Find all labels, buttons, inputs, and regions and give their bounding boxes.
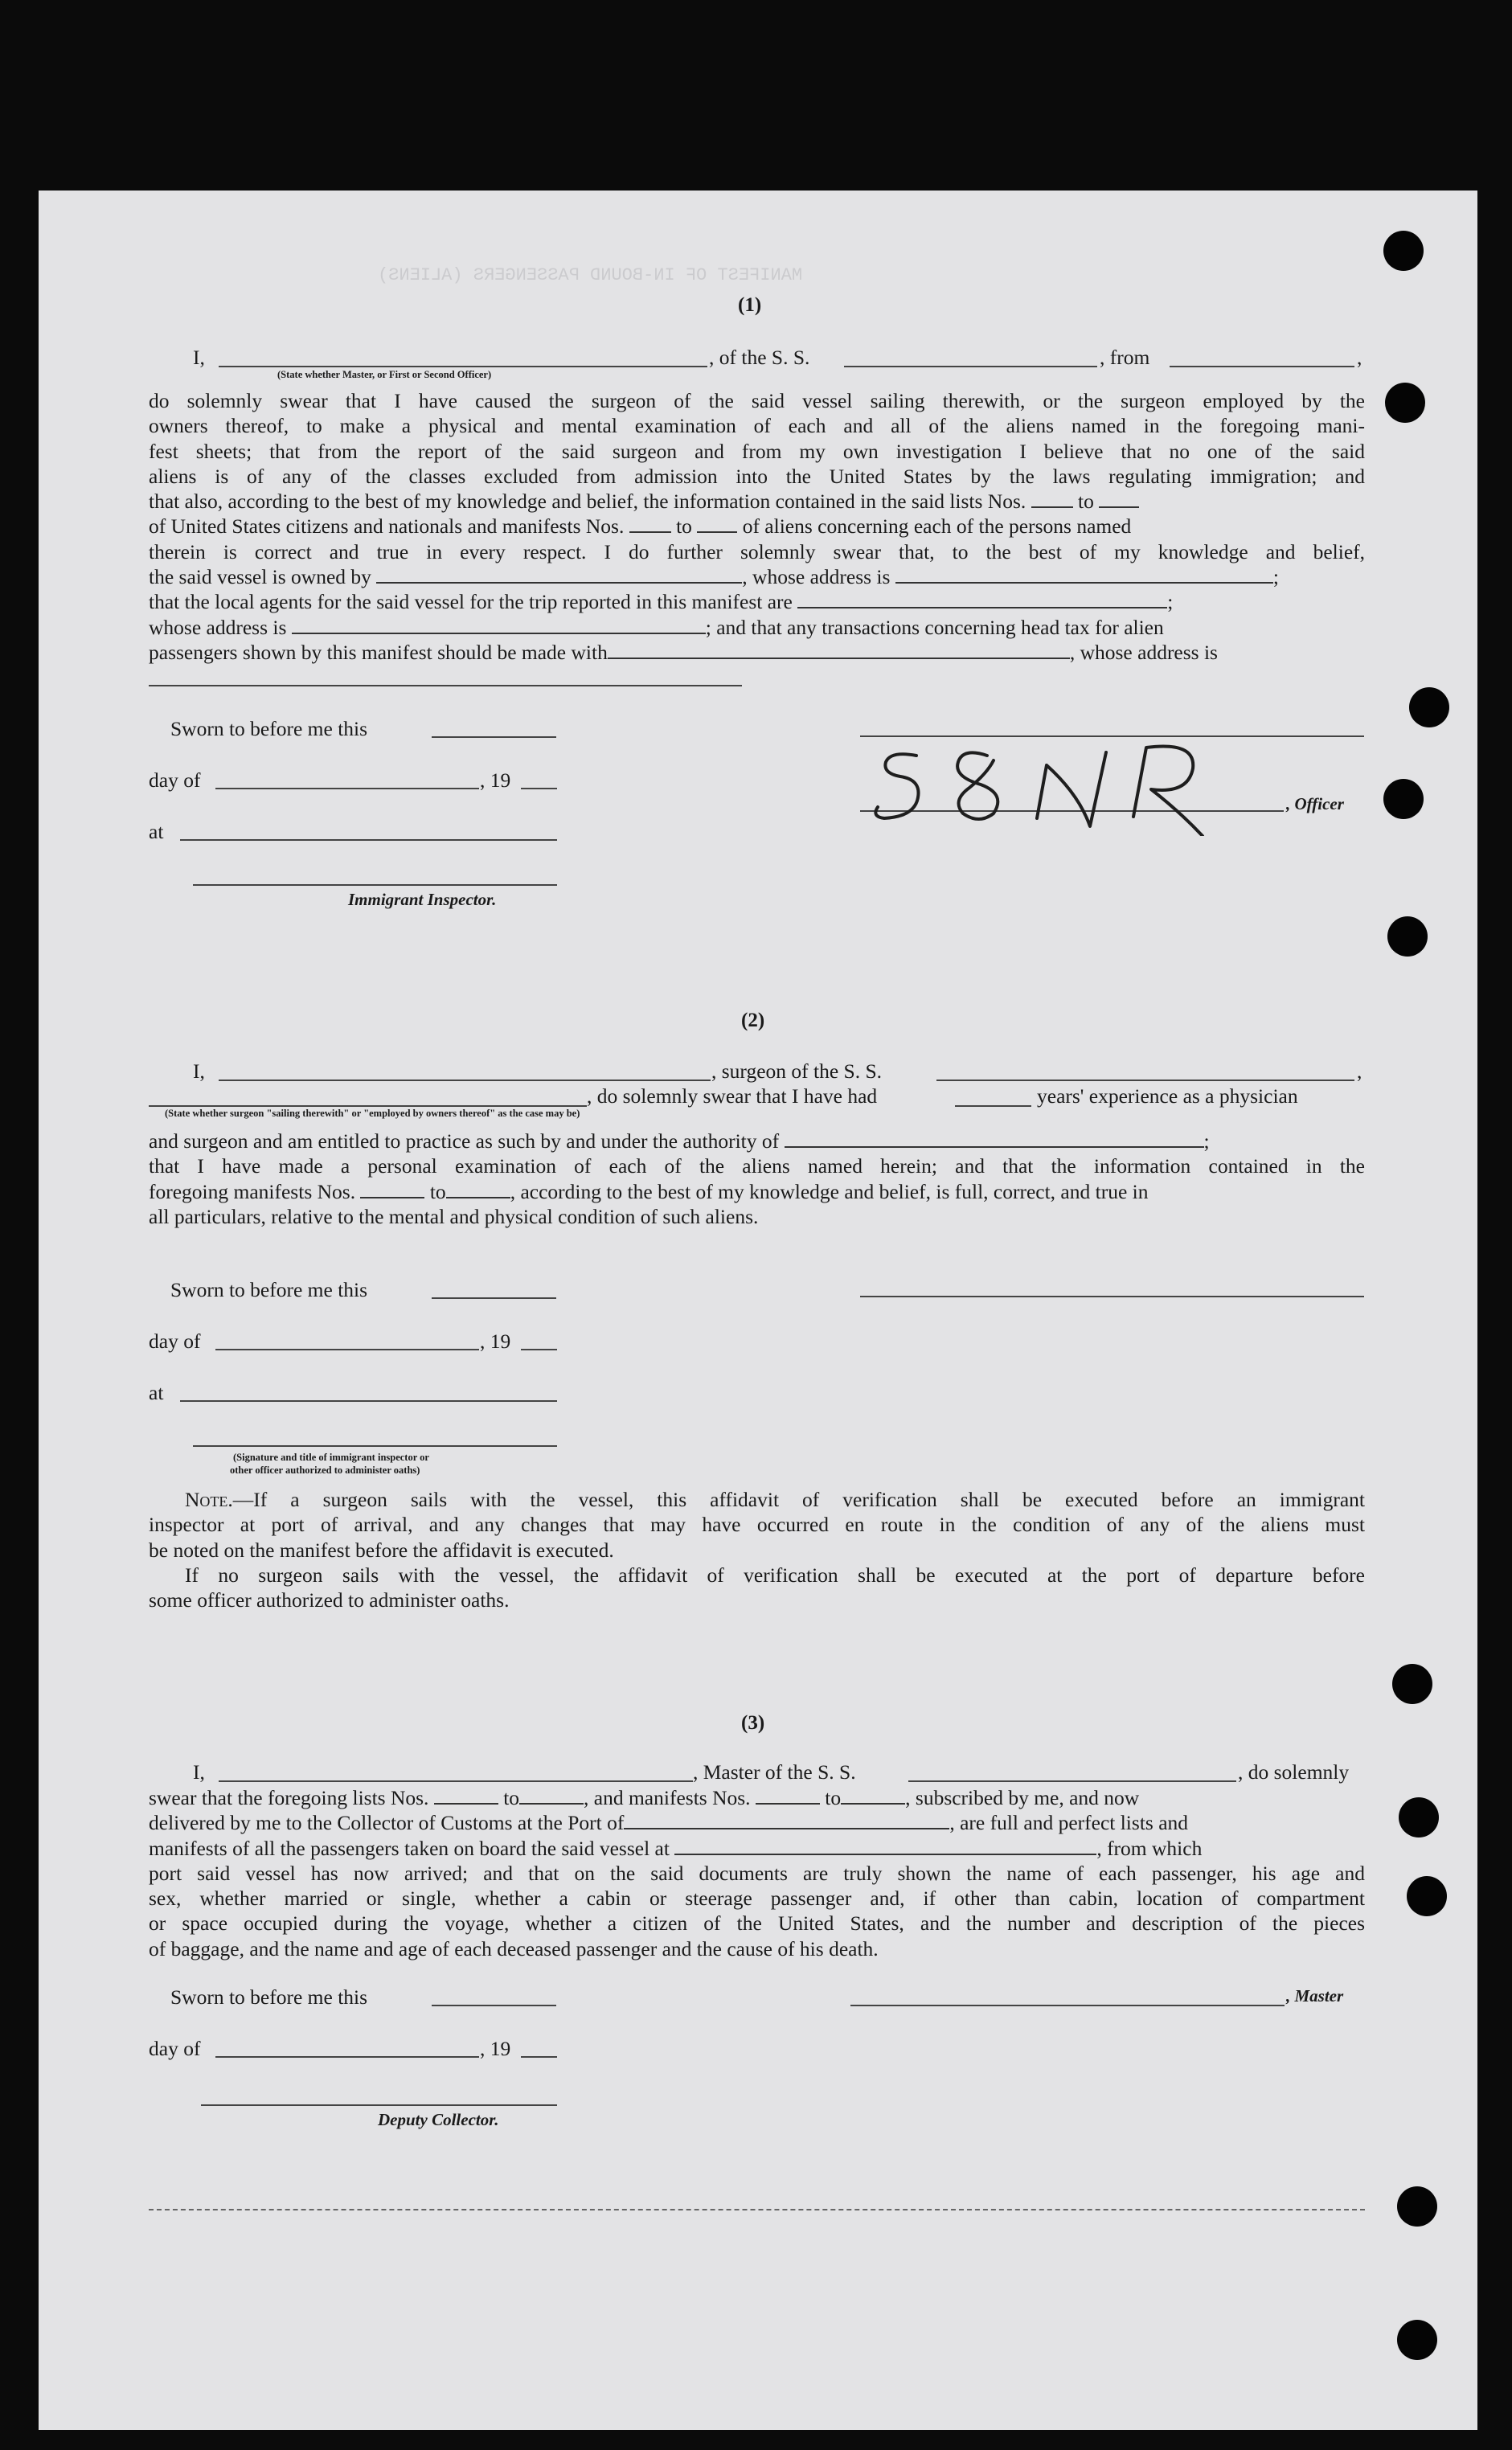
- s3-master-name-line: [219, 1780, 693, 1782]
- s3-master-caption: , Master: [1286, 1986, 1344, 2005]
- s2-surgeon-status-line: [149, 1105, 587, 1107]
- s1-at-line: [180, 839, 557, 841]
- s1-affidavit-text: [149, 388, 1365, 665]
- s1-address-continuation-line: [149, 685, 742, 686]
- s1-officer-title-line: [219, 366, 707, 367]
- s2-at-line: [180, 1400, 557, 1402]
- s2-years-label: , do solemnly swear that I have had: [587, 1084, 878, 1108]
- s3-master-signature-line: [850, 2005, 1285, 2006]
- s2-note-text: [149, 1487, 1365, 1612]
- punch-hole: [1397, 2186, 1437, 2227]
- s1-year-label: , 19: [480, 768, 511, 792]
- punch-hole: [1399, 1797, 1439, 1838]
- s1-i-label: I,: [193, 346, 205, 369]
- section-2-number: (2): [741, 1010, 765, 1031]
- s3-line-vessel: manifests of all the passengers taken on board the said vessel at , from which: [149, 1836, 1203, 1860]
- s1-officer-caption: , Officer: [1286, 794, 1344, 813]
- s3-line-port: delivered by me to the Collector of Customs at the Port of , are full and perfect lists and: [149, 1811, 1189, 1835]
- s1-at-label: at: [149, 820, 164, 843]
- s3-i-label: I,: [193, 1760, 205, 1784]
- s1-line: therein is correct and true in every respect. I do further solemnly swear that, to the best of my knowledge and belief,: [149, 539, 1365, 563]
- s2-note-line: Note.—If a surgeon sails with the vessel, this affidavit of verification shall be executed before an immigrant: [185, 1488, 1365, 1511]
- punch-hole: [1407, 1876, 1447, 1916]
- s3-line-lists: swear that the foregoing lists Nos. to , and manifests Nos. to , subscribed by me, and now: [149, 1786, 1140, 1809]
- s3-line: port said vessel has now arrived; and that on the said documents are truly shown the name of each passenger, his age and: [149, 1861, 1365, 1885]
- s3-day-line: [215, 2056, 479, 2058]
- s3-affidavit-text: [149, 1785, 1365, 1961]
- punch-hole: [1385, 383, 1425, 423]
- footer-dashed-rule: [149, 2209, 1365, 2210]
- section-1-number: (1): [738, 294, 762, 316]
- s2-sworn-label: Sworn to before me this: [170, 1278, 368, 1301]
- s3-collector-signature-line: [201, 2104, 557, 2106]
- s2-line: that I have made a personal examination of each of the aliens named herein; and that the information contained in the: [149, 1154, 1365, 1178]
- s2-signature-hint-1: (Signature and title of immigrant inspector or: [233, 1452, 429, 1463]
- s1-line: do solemnly swear that I have caused the surgeon of the said vessel sailing therewith, or the surgeon employed by the: [149, 389, 1365, 412]
- s2-affidavit-text: [149, 1129, 1365, 1229]
- s1-title-hint: (State whether Master, or First or Second Officer): [277, 369, 492, 380]
- s3-ship-line: [908, 1780, 1236, 1782]
- s1-year-line: [521, 788, 557, 789]
- s2-line: all particulars, relative to the mental and physical condition of such aliens.: [149, 1204, 759, 1228]
- s2-ship-label: , surgeon of the S. S.: [711, 1059, 883, 1083]
- s1-line-manifests: of United States citizens and nationals and manifests Nos. to of aliens concerning each of the persons named: [149, 514, 1132, 539]
- s1-head-comma: ,: [1357, 346, 1362, 369]
- punch-hole: [1383, 231, 1424, 271]
- punch-hole: [1409, 687, 1449, 727]
- bleed-through-mark: MANIFEST OF IN-BOUND PASSENGERS (ALIENS): [378, 265, 803, 285]
- s2-ship-line: [936, 1080, 1354, 1081]
- s1-line-owner: the said vessel is owned by , whose address is ;: [149, 565, 1279, 589]
- s1-sworn-line: [432, 736, 556, 738]
- s3-line: of baggage, and the name and age of each deceased passenger and the cause of his death.: [149, 1936, 879, 1960]
- s2-i-label: I,: [193, 1059, 205, 1083]
- s3-year-line: [521, 2056, 557, 2058]
- s1-line: fest sheets; that from the report of the said surgeon and from my own investigation I believe that no one of the said: [149, 439, 1365, 463]
- section-3-number: (3): [741, 1712, 765, 1734]
- officer-handwritten-signature: [868, 723, 1238, 836]
- s1-inspector-caption: Immigrant Inspector.: [348, 890, 497, 909]
- s2-year-label: , 19: [480, 1329, 511, 1353]
- s2-note-line: If no surgeon sails with the vessel, the affidavit of verification shall be executed at the port of departure before: [185, 1563, 1365, 1587]
- s3-ship-label: , Master of the S. S.: [693, 1760, 856, 1784]
- s2-note-line: inspector at port of arrival, and any changes that may have occurred en route in the condition of any of the aliens must: [149, 1513, 1365, 1537]
- s1-line: owners thereof, to make a physical and mental examination of each and all of the aliens named in the foregoing mani-: [149, 414, 1365, 438]
- s3-sworn-line: [432, 2005, 556, 2006]
- s1-day-label: day of: [149, 768, 201, 792]
- s2-note-line: some officer authorized to administer oaths.: [149, 1588, 510, 1612]
- s1-line-agents: that the local agents for the said vessel for the trip reported in this manifest are ;: [149, 590, 1174, 614]
- s2-year-line: [521, 1349, 557, 1350]
- s1-from-line: [1170, 366, 1354, 367]
- s1-line: aliens is of any of the classes excluded from admission into the United States by the laws regulating immigration; and: [149, 464, 1365, 488]
- s2-surgeon-signature-line: [860, 1296, 1364, 1297]
- punch-hole: [1397, 2320, 1437, 2360]
- s2-surgeon-hint: (State whether surgeon "sailing therewith" or "employed by owners thereof" as the case may be): [165, 1108, 580, 1119]
- s3-year-label: , 19: [480, 2037, 511, 2060]
- s2-line-manifests: foregoing manifests Nos. to , according to the best of my knowledge and belief, is full, correct, and true in: [149, 1179, 1149, 1203]
- s2-day-label: day of: [149, 1329, 201, 1353]
- s1-inspector-signature-line: [193, 884, 557, 886]
- s1-line-headtax: passengers shown by this manifest should be made with , whose address is: [149, 640, 1218, 664]
- s2-years-line: [955, 1105, 1031, 1107]
- s1-sworn-label: Sworn to before me this: [170, 717, 368, 740]
- s2-note-line: be noted on the manifest before the affidavit is executed.: [149, 1538, 614, 1562]
- s3-solemnly-label: , do solemnly: [1238, 1760, 1350, 1784]
- s3-collector-caption: Deputy Collector.: [378, 2110, 499, 2129]
- s3-sworn-label: Sworn to before me this: [170, 1985, 368, 2009]
- s2-head-comma: ,: [1357, 1059, 1362, 1083]
- s1-ship-label: , of the S. S.: [709, 346, 810, 369]
- s1-ship-line: [844, 366, 1097, 367]
- s3-day-label: day of: [149, 2037, 201, 2060]
- s3-line: sex, whether married or single, whether a cabin or steerage passenger and, if other than cabin, location of compartment: [149, 1887, 1365, 1911]
- s2-sworn-line: [432, 1297, 556, 1299]
- punch-hole: [1383, 779, 1424, 819]
- punch-hole: [1387, 916, 1428, 957]
- s1-from-label: , from: [1100, 346, 1150, 369]
- s2-day-line: [215, 1349, 479, 1350]
- s2-line-authority: and surgeon and am entitled to practice as such by and under the authority of ;: [149, 1129, 1210, 1153]
- s3-line: or space occupied during the voyage, whether a citizen of the United States, and the number and description of the pieces: [149, 1911, 1365, 1936]
- s1-line-address: whose address is ; and that any transactions concerning head tax for alien: [149, 615, 1164, 639]
- s2-signature-hint-2: other officer authorized to administer oaths): [230, 1465, 420, 1476]
- s2-at-label: at: [149, 1381, 164, 1404]
- s2-physician-label: years' experience as a physician: [1037, 1084, 1298, 1108]
- s2-surgeon-name-line: [219, 1080, 711, 1081]
- s2-inspector-signature-line: [193, 1445, 557, 1447]
- s1-day-line: [215, 788, 479, 789]
- s1-line-lists: that also, according to the best of my knowledge and belief, the information contained in the said lists Nos. to: [149, 489, 1365, 514]
- punch-hole: [1392, 1664, 1432, 1704]
